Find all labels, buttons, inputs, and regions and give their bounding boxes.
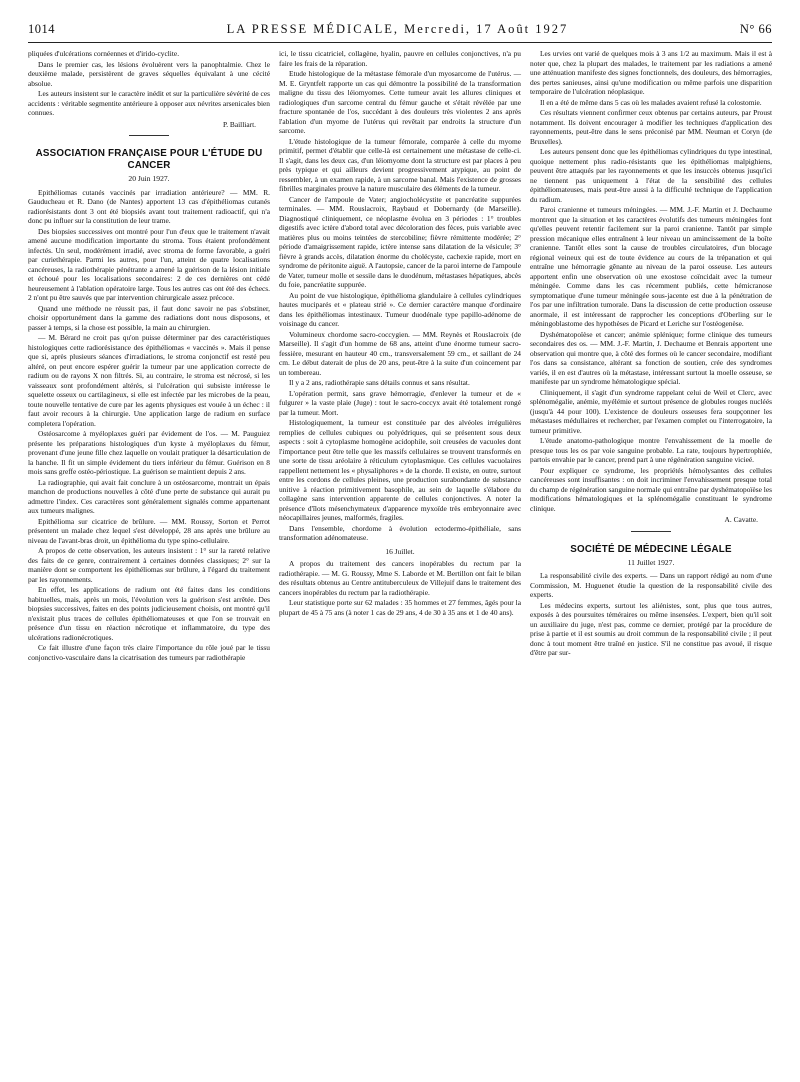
separator (129, 135, 169, 136)
paragraph: L'étude histologique de la tumeur fémorale, comparée à celle du myome primitif, permet d'établir que celle-là est certainement une métastase de celle-ci. Il s'agit, dans les deux cas, d'un léiomyome dont la structure est par places à peu près typique et qui ailleurs devient progressivement atypique, au point de ressembler, à un examen rapide, à un sarcome banal. Mais l'existence de grosses fibrilles marginales prouve la nature musculaire des éléments de la tumeur. (279, 136, 521, 193)
article-paragraph: Etude histologique de la métastase fémorale d'un myosarcome de l'utérus. — M. E. Gryntfelt rapporte un cas qui démontre la possibilité de la transformation maligne du tissu des léiomyomes. Cette tumeur avait les allures cliniques et radiologiques d'un sarcome central du fémur gauche et s'était révélée par une fracture spontanée de l'os, succédant à des douleurs très violentes 2 ans après l'ablation d'un myome de l'utérus qui revêtait par endroits la structure d'un sarcome. (279, 69, 521, 135)
journal-title: LA PRESSE MÉDICALE, Mercredi, 17 Août 1927 (226, 22, 569, 36)
paragraph: pliquées d'ulcérations cornéennes et d'irido-cyclite. (28, 49, 180, 58)
paragraph: Quand une méthode ne réussit pas, il faut donc savoir ne pas s'obstiner, choisir opportunément dans la gamme des radiations dont nous disposons, et passer à temps, si la chose est possible, la main au chirurgien. (28, 303, 270, 332)
paragraph: Leur statistique porte sur 62 malades : 35 hommes et 27 femmes, âgés pour la plupart de 45 à 75 ans (à noter 1 cas de 29 ans, 4 de 30 à 35 ans et 1 de 40 ans). (279, 598, 521, 617)
section-title: ASSOCIATION FRANÇAISE POUR L'ÉTUDE DU CANCER (35, 148, 263, 171)
paragraph: L'étude anatomo-pathologique montre l'envahissement de la moelle de presque tous les os par voie sanguine probable. La rate, toujours hypertrophiée, partois envahie par le cancer, prend part à une régénération sanguine vicieé. (530, 436, 772, 464)
paragraph: Dans le premier cas, les lésions évoluèrent vers la panophtalmie. Chez le deuxième malade, persistèrent de graves séquelles équivalant à une cécité absolue. (28, 59, 270, 88)
section-title: SOCIÉTÉ DE MÉDECINE LÉGALE (570, 543, 732, 555)
paragraph: L'opération permit, sans grave hémorragie, d'enlever la tumeur et de « fulgurer » la vaste plaie (Juge) : tout le sacro-coccyx avait été totalement rongé par la tumeur. Mort. (279, 388, 521, 417)
paragraph: Ce fait illustre d'une façon très claire l'importance du rôle joué par le tissu conjonctivo-vasculaire dans la cicatrisation des tumeurs par radiothérapie (28, 643, 270, 662)
paragraph: La radiographie, qui avait fait conclure à un ostéosarcome, montrait un épais manchon de productions nouvelles à côté d'une perte de substance qui aurait pu admettre l'index. Ces caractères sont généralement signalés comme appartenant aux tumeurs malignes. (28, 477, 270, 515)
columns (28, 49, 772, 663)
article-paragraph: La responsabilité civile des experts. — Dans un rapport rédigé au nom d'une Commission, M. Huguenet étudie la question de la responsabilité civile des experts. (530, 571, 772, 599)
paragraph: ici, le tissu cicatriciel, collagène, hyalin, pauvre en cellules conjonctives, n'a pu faire les frais de la réparation. (279, 49, 521, 68)
paragraph: Les auteurs pensent donc que les épithéliomas cylindriques du type intestinal, quoique nettement plus radio-résistants que les épithéliomas malpighiens, peuvent être attaqués par les rayonnements et que les insuccès obtenus jusqu'ici ne tiennent pas uniquement à l'état de la sensibilité des cellules épithéliomateuses, mais peut-être aussi à la difficulté technique de l'application du radium. (530, 147, 772, 204)
section-date: 11 Juillet 1927. (627, 557, 675, 567)
issue-number: N° 66 (739, 22, 772, 36)
article-paragraph: Cancer de l'ampoule de Vater; angiocholécystite et pancréatite suppurées terminales. — MM. Rouslacroix, Raybaud et Dobernardy (de Marseille). Diagnostiqué cliniquement, ce néoplasme évolua en 3 périodes : 1° troubles digestifs avec ictère d'abord total avec décoloration des fèces, puis variable avec matières plus ou moins teintées de stercobiline; fièvre rémittente modérée; 2° période d'amaigrissement rapide, ictère intense sans dilatation de la vésicule; 3° fièvre à grands accès, dilatation énorme du cholécyste, cachexie rapide, mort en syndrome de péritonite aiguë. A l'autopsie, cancer de la paroi interne de l'ampoule de Vater, tumeur molle et sessile dans le duodénum, métastases hépatiques, abcès du foie, pancréatite suppurée. (279, 194, 521, 289)
paragraph: Les médecins experts, surtout les aliénistes, sont, plus que tous autres, exposés à des poursuites téméraires ou même insensées. L'expert, bien qu'il soit un auxiliaire du juge, n'est pas, comme ce dernier, protégé par la procédure de prise à partie et il est soumis au droit commun de la responsabilité civile ; il peut donc à tout moment être traîné en justice. S'il ne constitue pas avoué, il risque d'être par sur- (530, 600, 772, 657)
article-paragraph: Volumineux chordome sacro-coccygien. — MM. Reynès et Rouslacroix (de Marseille). Il s'agit d'un homme de 68 ans, atteint d'une énorme tumeur sacro-fessière, mesurant en hauteur 40 cm., transversalement 59 cm., et saillant de 24 cm. Le début daterait de plus de 20 ans, peut-être à la suite d'un coincement par un tombereau. (279, 329, 521, 377)
paragraph: Ces résultats viennent confirmer ceux obtenus par certains auteurs, par Proust notamment. Ils doivent encourager à modifier les techniques d'application des rayonnements, peut-être dans le sens préconisé par MM. Neuman et Coryn (de Bruxelles). (530, 108, 772, 146)
article-paragraph: Paroi cranienne et tumeurs méningées. — MM. J.-F. Martin et J. Dechaume montrent que la situation et les caractères évolutifs des tumeurs méningées font qu'elles peuvent retentir facilement sur la paroi cranienne. Tantôt par simple pression mécanique elles entraînent à leur niveau un amincissement de la boîte cranienne. Tantôt elles sont la cause de troubles circulatoires, d'un blocage régional veineux qui est de toute évidence au cours de la trépanation et qui entraîne une hémorragie gênante au niveau de la paroi osseuse. Les auteurs apportent enfin une observation où une exostose coïncidait avec la tumeur méningée. Comme dans les cas récemment publiés, cette hémicranose symptomatique d'une tumeur méningée sous-jacente est due à la pénétration de l'os par une infiltration tumorale. Dans la discussion de cette production osseuse anormale, il est intéressant de rapprocher les conceptions d'Oberling sur le méningoblastome des hypothèses de Picard et Leriche sur l'ostéogenèse. (530, 205, 772, 328)
paragraph: Il y a 2 ans, radiothérapie sans détails connus et sans résultat. (289, 378, 470, 387)
paragraph: A propos de cette observation, les auteurs insistent : 1° sur la rareté relative des faits de ce genre, contrairement à certaines données classiques; 2° sur la manière dont se comportent les épithéliomas sur brûlure, à l'égard du traitement par les rayonnements. (28, 546, 270, 584)
article-paragraph: Dyshématopoïèse et cancer; anémie splénique; forme clinique des tumeurs secondaires des os. — MM. J.-F. Martin, J. Dechaume et Benrais apportent une observation qui montre que, à côté des formes où le cancer secondaire, modifiant l'os dans sa consistance, altérant sa fonction de soutien, crée des syndromes variés, il en est d'autres où la métastase, intéressant surtout la moelle osseuse, se manifeste par un syndrome hématologique spécial. (530, 329, 772, 386)
article-paragraph: A propos du traitement des cancers inopérables du rectum par la radiothérapie. — M. G. Roussy, Mme S. Laborde et M. Bertillon ont fait le bilan des résultats obtenus au Centre antituberculeux de Villejuif dans le traitement des cancers inopérables du rectum par la radiothérapie. (279, 559, 521, 597)
paragraph: Pour expliquer ce syndrome, les propriétés hémolysantes des cellules cancéreuses sont insuffisantes : on doit incriminer l'envahissement presque total du champ de régénération sanguine normale qui entraîne par dyshématopoïèse les modifications hématologiques et la splénomégalie constituant le syndrome clinique. (530, 465, 772, 513)
paragraph: Histologiquement, la tumeur est constituée par des alvéoles irrégulières remplies de cellules cubiques ou polyédriques, qui se présentent sous deux aspects : soit à cytoplasme homogène acidophile, soit creusées de vacuoles dont l'importance peut être telle que les massifs cellulaires se trouvent transformés en une sorte de tissu aréolaire à réticulum cytoplasmique. Ces cellules vacuolaires rappellent nettement les « physaliphores » de la chorde. Il existe, en outre, surtout entre les cordons de cellules pleines, une production surabondante de substance unitive à réaction primitivement basophile, au sein de laquelle s'élabore du collagène sans intervention apparente de cellules conjonctives. A noter la présence d'îlots mésenchymateux d'apparence myxoïde très embryonnaire avec néocapillaires jeunes, malformés, fragiles. (279, 418, 521, 522)
article-paragraph: Epithélioma sur cicatrice de brûlure. — MM. Roussy, Sorton et Perrot présentent un malade chez lequel s'est développé, 28 ans après une brûlure au niveau de l'avant-bras droit, un épithélioma du type spino-cellulaire. (28, 516, 270, 545)
paragraph: En effet, les applications de radium ont été faites dans les conditions habituelles, mais, après un mois, l'évolution vers la guérison s'est arrêtée. Des biopsies successives, faites en des points judicieusement choisis, ont montré qu'il n'existait plus traces de cellules épithéliomateuses et que l'on se trouvait en présence d'un tissu en réaction nécrotique et inflammatoire, du type des ulcérations radionécrotiques. (28, 585, 270, 642)
header-rule (28, 42, 772, 43)
paragraph: Au point de vue histologique, épithélioma glandulaire à cellules cylindriques hautes muciparés et « plateau strié ». Ce dernier caractère manque d'ordinaire dans les épithéliomas intestinaux. Tumeur duodénale type papillo-adénome de voisinage du cancer. (279, 290, 521, 328)
column-2 (279, 49, 521, 663)
column-3 (530, 49, 772, 663)
separator (631, 531, 671, 532)
paragraph: Des biopsies successives ont montré pour l'un d'eux que le traitement n'avait amené aucune modification importante du stroma. Tous étaient profondément infectés. Un seul, modérément irradié, avec stroma de forme favorable, a guéri par curiethérapie. Parmi les autres, pour l'un, atteint de quatre localisations cancéreuses, la radiothérapie pénétrante a amené la guérison de la lésion initiale et échoué pour les localisations secondaires: 2 de ces dernières ont cédé heureusement à l'ablation opératoire large. Tous les autres cas ont été des échecs. 2 n'ont pu être sauvés que par intervention chirurgicale assez précoce. (28, 226, 270, 302)
paragraph: Les urvies ont varié de quelques mois à 3 ans 1/2 au maximum. Mais il est à noter que, chez la plupart des malades, le traitement par les radiations a amené une atténuation manifeste des signes fonctionnels, des douleurs, des hémorragies, des pertes sanieuses, ainsi qu'une modification ou même parfois une disparition temporaire de l'ulcération néoplasique. (530, 49, 772, 96)
article-paragraph: Epithéliomas cutanés vaccinés par irradiation antérieure? — MM. R. Gauducheau et R. Dano (de Nantes) apportent 13 cas d'épithéliomas cutanés radiorésistants dont 3 ont été biopsiés avant tout traitement radioactif, qui n'a donc pu influer sur la constitution de leur trame. (28, 187, 270, 225)
session-date: 16 Juillet. (385, 546, 415, 556)
paragraph: — M. Bérard ne croit pas qu'on puisse déterminer par des caractéristiques histologiques cette radiorésistance des épithéliomas « vaccinés ». Mais il pense que si, après plusieurs séances d'irradiations, le stroma conjonctif est resté peu altéré, on peut encore espérer guérir la tumeur par une application correcte de radium ou de rayons X non filtrés. Si, au contraire, le stroma est nécrosé, si les vaisseaux sont profondément altérés, si l'ulcération qui subsiste intéresse le squelette osseux ou cartilagineux, si elle est infectée par les microbes de la peau, toute nouvelle tentative de cure par les agents physiques est vouée à un échec : il faut avoir recours à la chirurgie. Une application large de radium en surface completera l'opération. (28, 333, 270, 428)
paragraph: Dans l'ensemble, chordome à évolution ectodermo-épithéliale, sans transformation adénomateuse. (279, 523, 521, 542)
page-header (28, 22, 772, 40)
article-paragraph: Ostéosarcome à myéloplaxes guéri par évidement de l'os. — M. Pauguiez présente les préparations histologiques d'un kyste à myéloplaxes du fémur, provenant d'une jeune fille chez laquelle on voulait pratiquer la désarticulation de la hanche. Il fit un simple évidement du tiers inférieur du fémur. Guérison en 8 mois sans greffe ostéo-périostique. La guérison se maintient depuis 2 ans. (28, 429, 270, 476)
paragraph: Les auteurs insistent sur le caractère inédit et sur la particulière sévérité de ces accidents : véritable segmentite antérieure à opposer aux névrites arsenicales bien connues. (28, 89, 270, 117)
page-number: 1014 (28, 22, 55, 36)
paragraph: Cliniquement, il s'agit d'un syndrome rappelant celui de Weil et Clerc, avec splénomégalie, anémie, myélémie et surtout présence de globules rouges nucléés (jusqu'à 44 pour 100). L'existence de douleurs osseuses fera soupçonner les métastases médullaires et rechercher, par l'examen complet ou l'interrogatoire, la tumeur primitive. (530, 387, 772, 435)
paragraph: Il en a été de même dans 5 cas où les malades avaient refusé la colostomie. (540, 97, 762, 107)
section-date: 20 Juin 1927. (128, 174, 170, 183)
column-1 (28, 49, 270, 663)
signature: P. Bailliart. (222, 119, 256, 129)
signature: A. Cavatte. (724, 515, 758, 524)
